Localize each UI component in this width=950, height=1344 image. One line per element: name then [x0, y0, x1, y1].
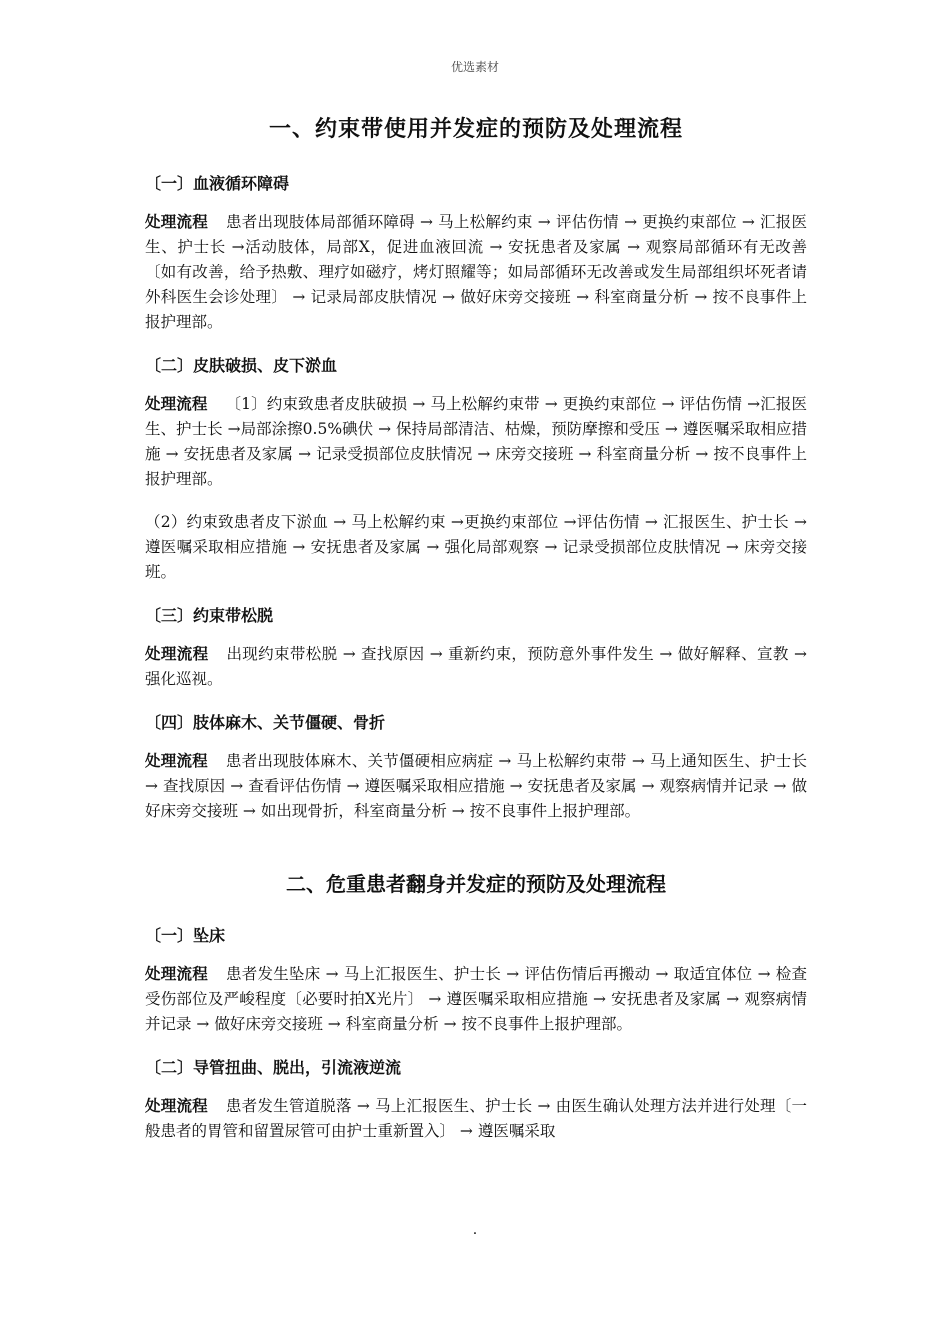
- paragraph-catheter: [145, 1094, 807, 1144]
- paragraph-text: 患者发生坠床 → 马上汇报医生、护士长 → 评估伤情后再搬动 → 取适宜体位 → 检查受伤部位及严峻程度〔必要时拍X光片〕 → 遵医嘱采取相应措施 → 安抚患者及家属 → 观察病情并记录 → 做好床旁交接班 → 科室商量分析 → 按不良事件上报护理部。: [145, 965, 807, 1033]
- subheading-loose: 〔三〕约束带松脱: [145, 606, 274, 625]
- paragraph-circulation: [145, 210, 807, 335]
- paragraph-skin-2: （2）约束致患者皮下淤血 → 马上松解约束 →更换约束部位 →评估伤情 → 汇报医生、护士长 → 遵医嘱采取相应措施 → 安抚患者及家属 → 强化局部观察 → 记录受损部位皮肤情况 → 床旁交接班。: [145, 513, 807, 581]
- paragraph-loose: [145, 642, 807, 692]
- subheading-circulation: 〔一〕血液循环障碍: [145, 174, 290, 193]
- section-title-1: 一、约束带使用并发症的预防及处理流程: [268, 117, 683, 142]
- lead-label: 处理流程: [145, 213, 208, 231]
- paragraph-text: 患者出现肢体局部循环障碍 → 马上松解约束 → 评估伤情 → 更换约束部位 → 汇报医生、护士长 →活动肢体，局部X，促进血液回流 → 安抚患者及家属 → 观察局部循环有无改善〔如有改善，给予热敷、理疗如磁疗，烤灯照耀等；如局部循环无改善或发生局部组织坏死者请外科医生会诊处理〕 → 记录局部皮肤情况 → 做好床旁交接班 → 科室商量分析 → 按不良事件上报护理部。: [145, 213, 807, 331]
- subheading-skin: 〔二〕皮肤破损、皮下淤血: [145, 356, 338, 375]
- paragraph-text: 〔1〕约束致患者皮肤破损 → 马上松解约束带 → 更换约束部位 → 评估伤情 →汇报医生、护士长 →局部涂擦0.5%碘伏 → 保持局部清洁、枯燥，预防摩擦和受压 → 遵医嘱采取相应措施 → 安抚患者及家属 → 记录受损部位皮肤情况 → 床旁交接班 → 科室商量分析 → 按不良事件上报护理部。: [145, 395, 807, 488]
- subheading-numbness: 〔四〕肢体麻木、关节僵硬、骨折: [145, 713, 386, 732]
- paragraph-numbness: [145, 749, 807, 824]
- lead-label: 处理流程: [145, 645, 209, 663]
- subheading-fall: 〔一〕坠床: [145, 926, 226, 945]
- section-title-2: 二、危重患者翻身并发症的预防及处理流程: [286, 872, 666, 896]
- document-body: [145, 112, 807, 1162]
- page-footer-dot: .: [472, 1222, 478, 1238]
- lead-label: 处理流程: [145, 1097, 208, 1115]
- paragraph-text: 出现约束带松脱 → 查找原因 → 重新约束，预防意外事件发生 → 做好解释、宣教 → 强化巡视。: [145, 645, 807, 688]
- paragraph-text: 患者发生管道脱落 → 马上汇报医生、护士长 → 由医生确认处理方法并进行处理〔一般患者的胃管和留置尿管可由护士重新置入〕 → 遵医嘱采取: [145, 1097, 807, 1140]
- paragraph-fall: [145, 962, 807, 1037]
- lead-label: 处理流程: [145, 395, 208, 413]
- page-header: 优选素材: [450, 60, 499, 74]
- subheading-catheter: 〔二〕导管扭曲、脱出，引流液逆流: [145, 1058, 402, 1077]
- paragraph-text: 患者出现肢体麻木、关节僵硬相应病症 → 马上松解约束带 → 马上通知医生、护士长 → 查找原因 → 查看评估伤情 → 遵医嘱采取相应措施 → 安抚患者及家属 → 观察病情并记录 → 做好床旁交接班 → 如出现骨折，科室商量分析 → 按不良事件上报护理部。: [145, 752, 807, 820]
- paragraph-skin-1: [145, 392, 807, 492]
- lead-label: 处理流程: [145, 752, 208, 770]
- lead-label: 处理流程: [145, 965, 208, 983]
